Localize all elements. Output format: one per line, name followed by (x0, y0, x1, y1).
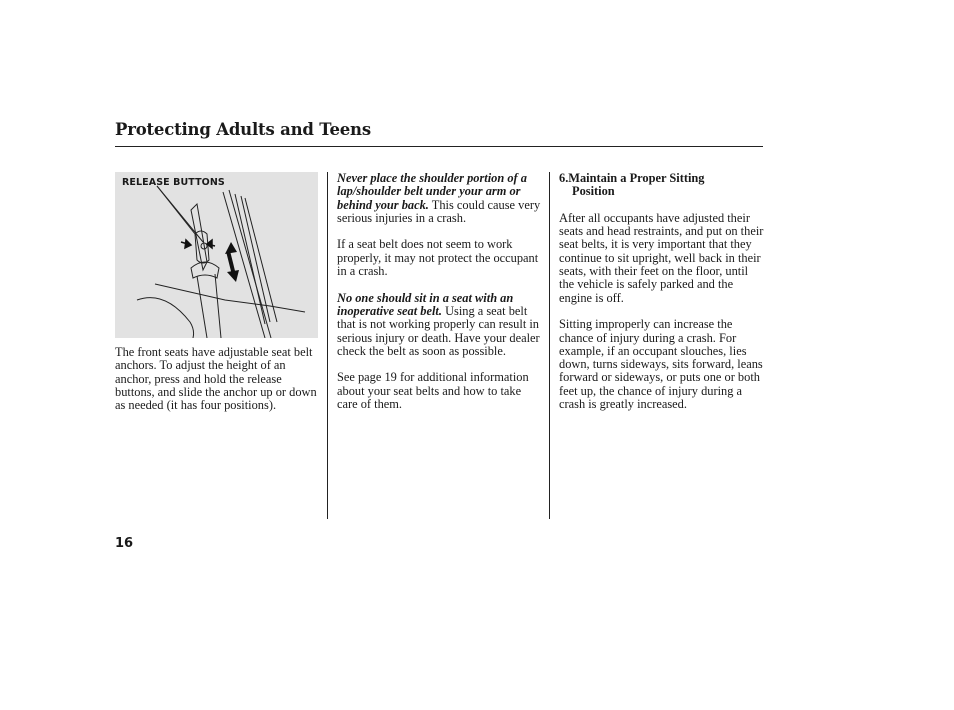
pillar-line (229, 190, 271, 338)
seat-belt-anchor-illustration (115, 172, 318, 338)
slide-arrow-up (225, 242, 237, 254)
figure-label: RELEASE BUTTONS (122, 177, 225, 188)
left-column (115, 172, 320, 426)
belt-strap (215, 274, 221, 338)
column-divider-1 (327, 172, 328, 519)
inoperative-belt-warning-text: Using a seat belt that is not working properly can result in serious injury or death. Have your dealer check the belt as soon as possible. (337, 303, 540, 358)
seat-belt-anchor-figure (115, 172, 318, 338)
section-heading-line2: Position (572, 184, 615, 199)
sitting-position-paragraph-2: Sitting improperly can increase the chance of injury during a crash. For example, if an occupant slouches, lies down, turns sideways, sits forward, leans forward or sideways, or puts one or both feet up, the chance of injury during a crash is greatly increased. (559, 317, 763, 412)
seat-contour (137, 298, 194, 338)
inoperative-belt-warning (337, 292, 543, 358)
shoulder-belt-warning (337, 172, 543, 225)
belt-malfunction-note: If a seat belt does not seem to work properly, it may not protect the occupant in a crash. (337, 237, 539, 279)
sitting-position-paragraph-1: After all occupants have adjusted their seats and head restraints, and put on their seat belts, it is very important that they continue to sit upright, well back in their seats, with their feet on the floor, until the vehicle is safely parked and the engine is off. (559, 210, 764, 305)
section-heading-line1: Maintain a Proper Sitting (568, 171, 705, 185)
page-title: Protecting Adults and Teens (115, 120, 371, 139)
pillar-line (223, 192, 265, 338)
slide-arrow-down (227, 270, 239, 282)
section-heading-number: 6. (559, 171, 569, 185)
belt-strap (197, 276, 207, 338)
title-divider (115, 146, 763, 147)
anchor-instructions: The front seats have adjustable seat belt anchors. To adjust the height of an anchor, press and hold the release buttons, and slide the anchor up or down as needed (it has four positions). (115, 345, 317, 413)
section-heading (559, 172, 764, 199)
callout-line (157, 186, 203, 242)
column-divider-2 (549, 172, 550, 519)
see-page-reference: See page 19 for additional information about your seat belts and how to take care of them. (337, 370, 529, 412)
inoperative-belt-warning-emphasis: No one should sit in a seat with an inoperative seat belt. (337, 290, 514, 318)
shoulder-belt-warning-text: This could cause very serious injuries in a crash. (337, 197, 541, 225)
page-number: 16 (115, 536, 134, 551)
middle-column (337, 172, 543, 425)
right-column (559, 172, 764, 425)
seat-contour (155, 284, 305, 312)
press-arrow-left-head (185, 240, 191, 248)
shoulder-belt-warning-emphasis: Never place the shoulder portion of a lap/shoulder belt under your arm or behind your back. (337, 171, 527, 212)
